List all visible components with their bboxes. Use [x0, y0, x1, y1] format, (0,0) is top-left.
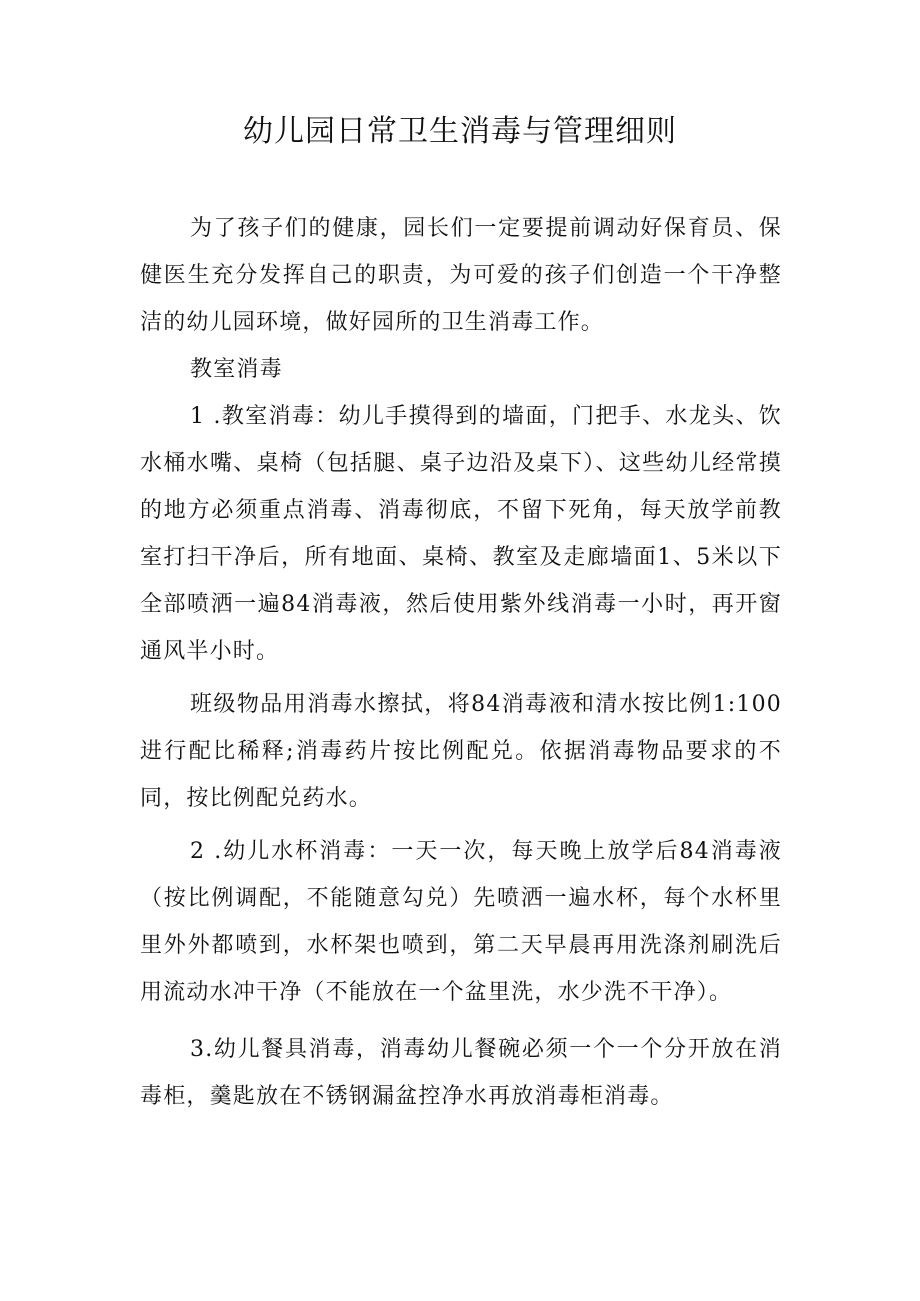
item-1-paragraph: 1 .教室消毒：幼儿手摸得到的墙面，门把手、水龙头、饮水桶水嘴、桌椅（包括腿、桌子边沿及桌下）、这些幼儿经常摸的地方必须重点消毒、消毒彻底，不留下死角，每天放学前教室打扫干净后，所有地面、桌椅、教室及走廊墙面1、5米以下全部喷洒一遍84消毒液，然后使用紫外线消毒一小时，再开窗通风半小时。: [140, 404, 782, 664]
item-1-note-paragraph: 班级物品用消毒水擦拭，将84消毒液和清水按比例1:100进行配比稀释;消毒药片按比例配兑。依据消毒物品要求的不同，按比例配兑药水。: [140, 692, 782, 811]
document-body: [140, 205, 782, 1120]
document-title: 幼儿园日常卫生消毒与管理细则: [243, 114, 677, 149]
section-heading: 教室消毒: [190, 357, 283, 382]
intro-paragraph: 为了孩子们的健康，园长们一定要提前调动好保育员、保健医生充分发挥自己的职责，为可爱的孩子们创造一个干净整洁的幼儿园环境，做好园所的卫生消毒工作。: [140, 216, 782, 335]
item-2-paragraph: 2 .幼儿水杯消毒：一天一次，每天晚上放学后84消毒液（按比例调配，不能随意勾兑）先喷洒一遍水杯，每个水杯里里外外都喷到，水杯架也喷到，第二天早晨再用洗涤剂刷洗后用流动水冲干净（不能放在一个盆里洗，水少洗不干净）。: [140, 839, 782, 1005]
item-3-paragraph: 3.幼儿餐具消毒，消毒幼儿餐碗必须一个一个分开放在消毒柜，羹匙放在不锈钢漏盆控净水再放消毒柜消毒。: [140, 1037, 782, 1109]
